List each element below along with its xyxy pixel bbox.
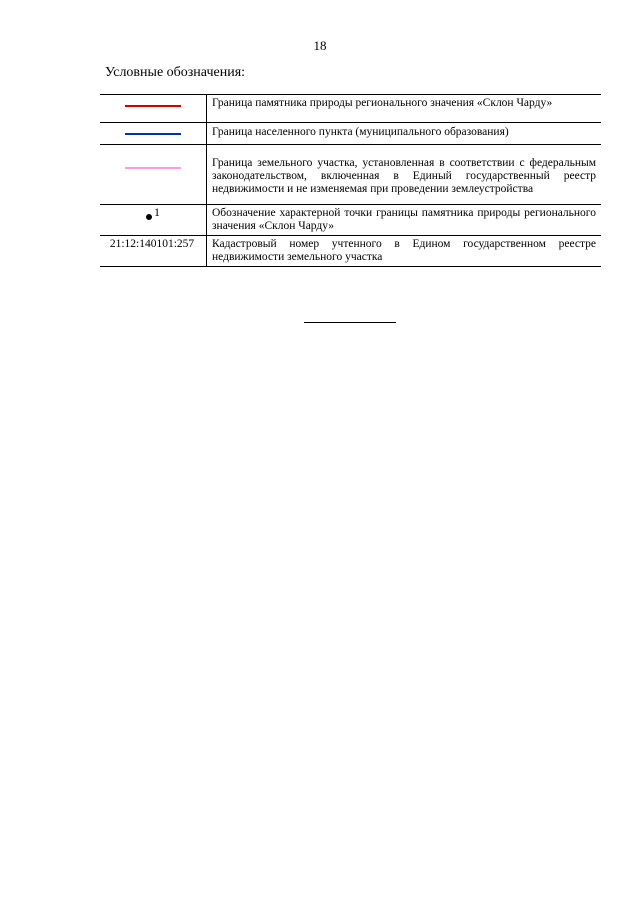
- legend-row-characteristic-point: [100, 205, 601, 236]
- cadastral-number: 21:12:140101:257: [100, 236, 207, 267]
- legend-symbol: [100, 123, 207, 145]
- point-dot-icon: [146, 214, 152, 220]
- legend-table: [100, 94, 601, 267]
- legend-description: Граница памятника природы регионального значения «Склон Чарду»: [212, 97, 553, 109]
- page-number: 18: [313, 38, 327, 53]
- legend-row-settlement-boundary: [100, 123, 601, 145]
- legend-symbol: [100, 205, 207, 236]
- legend-row-cadastral-number: [100, 236, 601, 267]
- legend-description: Кадастровый номер учтенного в Едином государственном реестре недвижимости земельного участка: [212, 238, 596, 263]
- legend-description: Обозначение характерной точки границы памятника природы регионального значения «Склон Чарду»: [212, 207, 596, 232]
- boundary-point-icon: [143, 207, 163, 221]
- legend-row-nature-monument-boundary: [100, 95, 601, 123]
- legend-symbol: [100, 95, 207, 123]
- footer-rule: [304, 322, 396, 323]
- legend-description: Граница населенного пункта (муниципального образования): [212, 126, 509, 138]
- legend-symbol: [100, 145, 207, 205]
- pink-line-swatch: [125, 167, 181, 169]
- legend-row-land-plot-boundary: [100, 145, 601, 205]
- legend-description: Граница земельного участка, установленная в соответствии с федеральным законодательством, включенная в Единый государственный реестр недвижимости и не изменяемая при проведении землеустройства: [212, 157, 596, 195]
- red-line-swatch: [125, 105, 181, 107]
- legend-heading: Условные обозначения:: [105, 65, 246, 80]
- point-number: 1: [154, 205, 160, 219]
- blue-line-swatch: [125, 133, 181, 135]
